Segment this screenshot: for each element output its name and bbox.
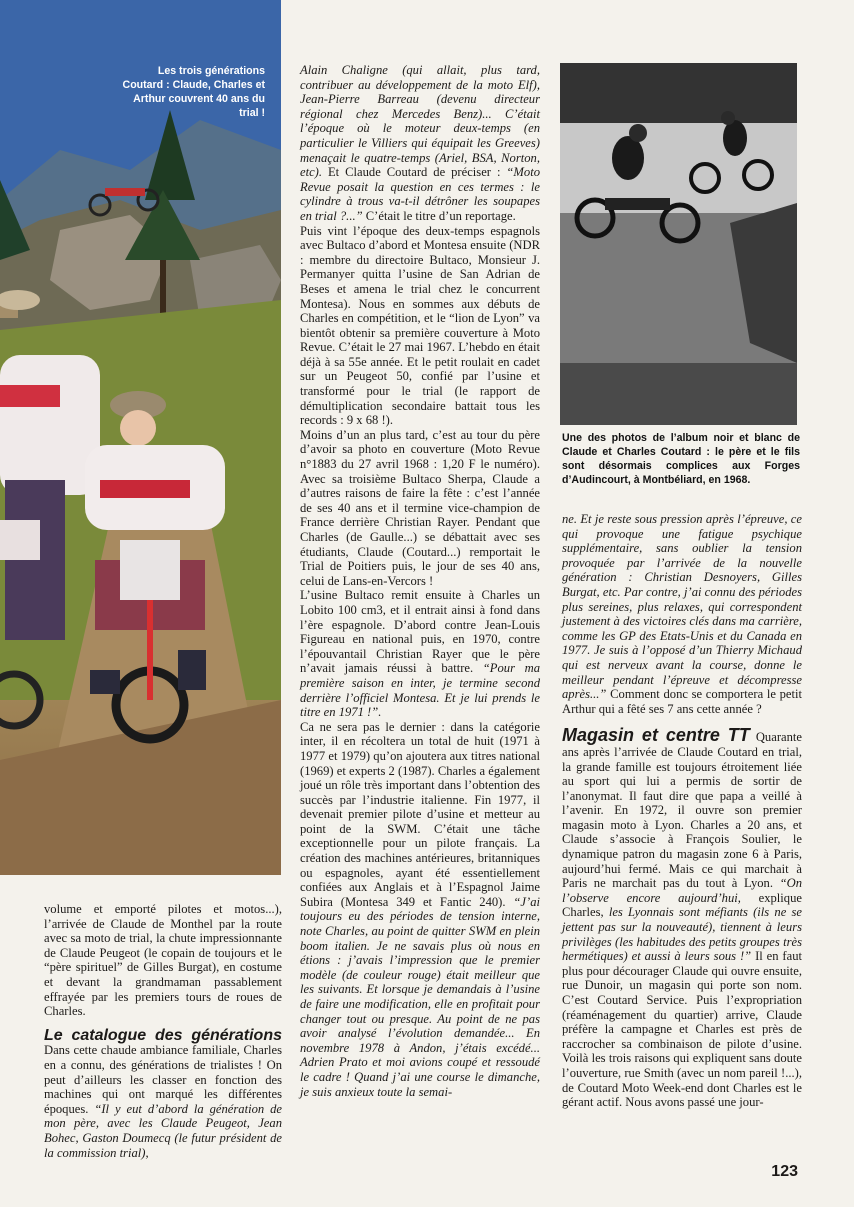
col2-text-1a: Alain Chaligne (qui allait, plus tard, contribuer au développement de la moto Elf), Jean-Pierre Barreau (devenu directeur régional chez Mercedes Benz)... C’était l’époque où le moteur deux-temps (en particulier le Villiers qui équipait les Greeves) menaçait le quatre-temps (Ariel, BSA, Norton, etc). — [300, 63, 540, 180]
col3-text-2a: Quarante ans après l’arrivée de Claude Coutard en trial, la grande famille est toujours étroitement liée au sport qui lui a permis de sortir de l’anonymat. Il faut dire que papa a veillé à l’avenir. En 1972, il ouvre son premier magasin moto à Lyon. Charles a 20 ans, et Claude s’associe à François Soulier, le dynamique patron du magasin zone 6 à Paris, aujourd’hui fermé. Mais ce qui marchait à Paris ne marchait pas du tout à Lyon. — [562, 730, 802, 891]
col2-paragraph-5 — [300, 720, 540, 1099]
col3-quote-1a: ne. Et je reste sous pression après l’épreuve, ce qui provoque une fatigue psychique supplémentaire, sans oublier la tension provoquée par l’arrivée de la nouvelle génération : Christian Desnoyers, Gilles Burgat, etc. Par contre, j’ai connu des périodes plus sereines, plus relaxes, qui correspondent justement à des victoires clés dans ma carrière, comme les GP des Etats-Unis et du Canada en 1977. Je suis à l’opposé d’un Thierry Michaud qui est nerveux avant la course, donne le meilleur pendant l’épreuve et décompresse après...” — [562, 512, 802, 702]
column-1 — [44, 902, 282, 1160]
column-2 — [300, 63, 540, 1099]
col2-text-4a: L’usine Bultaco remit ensuite à Charles un Lobito 100 cm3, et il entrait ainsi à fond dans l’ère espagnole. D’abord contre Jean-Louis Figureau en national puis, en 1970, contre l’épouvantail Christian Rayer que le père n’avait jamais réussi à battre. — [300, 588, 540, 676]
col3-paragraph-1 — [562, 512, 802, 716]
col3-quote-2b: “On l’observe encore aujourd’hui, — [562, 876, 802, 905]
caption-left: Les trois générations Coutard : Claude, Charles et Arthur couvrent 40 ans du trial ! — [122, 65, 265, 119]
col2-paragraph-1 — [300, 63, 540, 224]
heading-magasin: Magasin et centre TT — [562, 725, 750, 746]
heading-catalogue: Le catalogue des générations — [44, 1026, 282, 1044]
col2-quote-4b: “Pour ma première saison en inter, je termine second derrière l’officiel Montesa. Et je lui prends le titre en 1971 !”. — [300, 661, 540, 720]
col2-paragraph-4 — [300, 588, 540, 719]
photo-forges-audincourt — [560, 63, 797, 425]
col2-text-5a: Ca ne sera pas le dernier : dans la catégorie inter, il en récoltera un total de huit (1971 à 1977 et 1979) qu’on ajoutera aux titres national (1969) et experts 2 (1987). Charles a également joué un rôle très important dans l’obtention des succès par l’industrie italienne. Fin 1977, il devenait premier pilote d’usine et metteur au point de la SWM. C’était une tâche exceptionnelle pour un pilote français. La création des machines antérieures, britanniques ou espagnoles, ayant été essentiellement confiées aux Anglais et à l’Espagnol Jaime Subira (Montesa 349 et Fantic 240). — [300, 719, 540, 909]
caption-right: Une des photos de l’album noir et blanc de Claude et Charles Coutard : le père et le fils sont désormais complices aux Forges d’Audincourt, à Montbéliard, en 1968. — [562, 432, 800, 486]
photo-three-generations — [0, 0, 281, 875]
photo-three-generations-illustration — [0, 0, 281, 875]
col1-quote-2b: “Il y eut d’abord la génération de mon père, avec les Claude Peugeot, Jean Bohec, Gaston Doumecq (le futur président de la commission trial), — [44, 1101, 282, 1160]
col2-text-1d: C’était le titre d’un reportage. — [362, 208, 516, 223]
col3-text-2c: explique Charles, — [562, 890, 802, 920]
col3-text-1b: Comment donc se comportera le petit Arthur qui a fêté ses 7 ans cette année ? — [562, 687, 802, 716]
col2-paragraph-2: Puis vint l’époque des deux-temps espagnols avec Bultaco d’abord et Montesa ensuite (NDR : membre du directoire Bultaco, Monsieur J. Permanyer quitta l’usine de San Adrian de Beses et amena le trial chez le concurrent Montesa). Nous en sommes aux débuts de Charles en compétition, et le “lion de Lyon” va bientôt obtenir sa première couverture à Moto Revue. C’était le 27 mai 1967. L’hebdo en était déjà à sa 55e année. Et le petit roulait en cadet sur un Peugeot 50, confié par l’usine et transformé pour le trial (le rapport de démultiplication secondaire battait tous les records : 9 x 68 !). — [300, 223, 540, 428]
col2-quote-5b: “J’ai toujours eu des périodes de tension interne, note Charles, au point de quitter SWM en plein boom italien. Je ne savais plus où nous en étions : j’avais l’impression que le premier modèle (de couleur rouge) était meilleur que les suivants. Et lorsque je demandais à l’usine de faire une modification, elle en profitait pour changer tout ou presque. Au point de ne pas avoir analysé l’évolution demandée... En novembre 1978 à Andon, j’étais excédé... Adrien Prato et moi avions coupé et ressoudé le cadre ! Quand j’ai une course le dimanche, je suis anxieux toute la semai- — [300, 894, 540, 1099]
photo-forges-audincourt-illustration — [560, 63, 797, 425]
col2-quote-1c: “Moto Revue posait la question en ces termes : le cylindre à trous va-t-il détrôner les soupapes en trial ?...” — [300, 165, 540, 223]
col2-paragraph-3: Moins d’un an plus tard, c’est au tour du père d’avoir sa photo en couverture (Moto Revue n°1883 du 27 avril 1968 : 1,20 F le numéro). Avec sa troisième Bultaco Sherpa, Claude a d’autres raisons de faire la fête : c’est l’année de ses 40 ans et il termine vice-champion de France derrière Christian Rayer. Pendant que Charles (de Gaulle...) se débattait avec ses étudiants, Claude (Coutard...) remportait le Trial de Poitiers puis, le jour de ses 40 ans, celui de Lans-en-Vercors ! — [300, 427, 540, 588]
col3-paragraph-2 — [562, 725, 803, 1110]
page-number: 123 — [771, 1163, 798, 1180]
col1-paragraph-2 — [44, 1026, 282, 1160]
col2-text-1b: Et Claude Coutard de préciser : — [322, 165, 507, 180]
col3-quote-2d: les Lyonnais sont méfiants (ils ne se jettent pas sur la nouveauté), tiennent à leurs privilèges (les habitudes des petits groupes très hermétiques) et aussi à leurs sous !” — [562, 905, 802, 964]
col1-paragraph-1: volume et emporté pilotes et motos...), l’arrivée de Claude de Monthel par la route avec sa moto de trial, la chute impressionnante de Claude Peugeot (le copain de toujours et le “père spirituel” de Gilles Burgat), en costume et devant la grandmaman passablement effrayée par les premiers tours de roues de Charles. — [44, 902, 282, 1019]
column-3 — [562, 512, 802, 1110]
col3-text-2e: Il en faut plus pour décourager Claude qui ouvre ensuite, rue Dunoir, un magasin qui porte son nom. C’est Coutard Service. Puis l’expropriation (réaménagement du quartier) arrive, Claude préfère la campagne et Charles est près de raccrocher sa combinaison de pilote d’usine. Voilà les trois raisons qui expliquent sans doute l’ouverture, rue Smith (avec un nom pareil !...), de Coutard Moto Week-end dont Charles est le gérant actif. Nous avons passé une jour- — [562, 949, 803, 1110]
col1-text-2a: Dans cette chaude ambiance familiale, Charles en a connu, des générations de trialistes ! On peut d’ailleurs les classer en fonction des machines qui ont marqué les différentes époques. — [44, 1043, 282, 1116]
